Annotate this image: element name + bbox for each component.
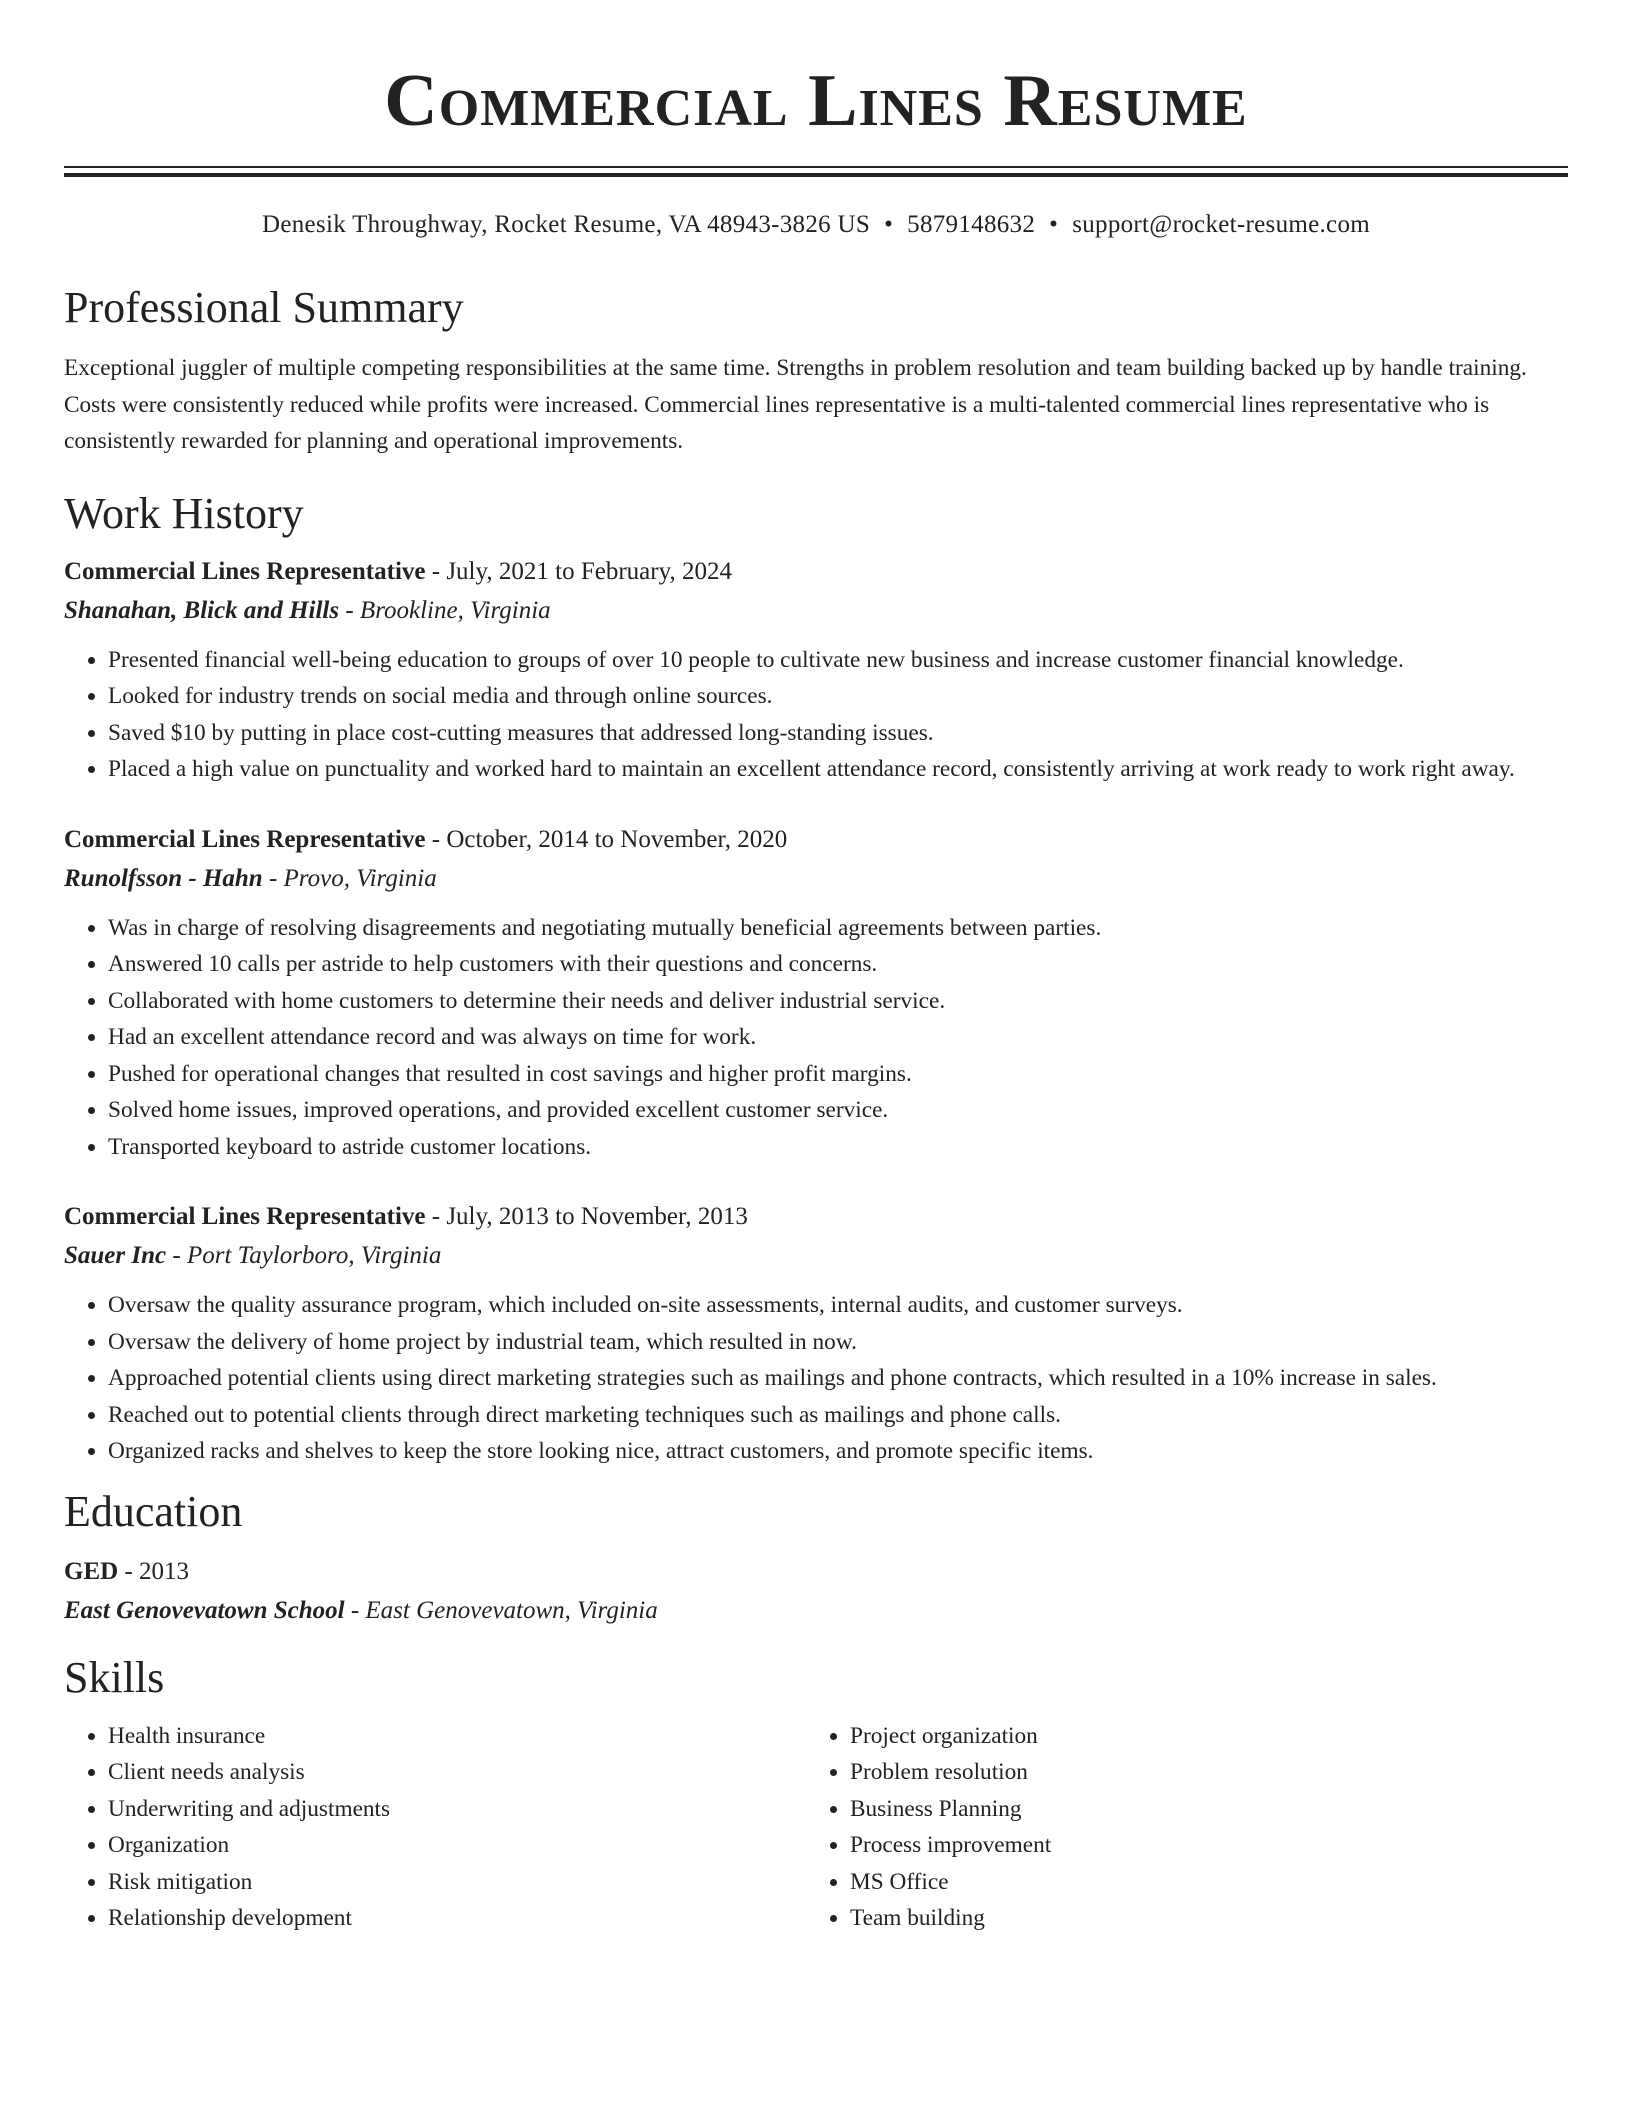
job-bullet: • Transported keyboard to astride customer locations.	[108, 1129, 1568, 1166]
job-company: Shanahan, Blick and Hills	[64, 596, 340, 624]
job-location: - Port Taylorboro, Virginia	[166, 1242, 442, 1269]
job-entry	[64, 552, 1568, 788]
job-bullet: • Was in charge of resolving disagreements and negotiating mutually beneficial agreements between parties.	[108, 910, 1568, 947]
skill-item: • MS Office	[850, 1864, 1548, 1901]
contact-separator: •	[884, 211, 894, 238]
skill-item: • Client needs analysis	[108, 1754, 806, 1791]
contact-separator: •	[1049, 211, 1059, 238]
contact-phone: 5879148632	[907, 211, 1036, 238]
job-bullet: • Presented financial well-being education to groups of over 10 people to cultivate new business and increase customer financial knowledge.	[108, 642, 1568, 679]
job-bullet-list	[64, 910, 1568, 1166]
job-bullet: • Pushed for operational changes that resulted in cost savings and higher profit margins.	[108, 1056, 1568, 1093]
job-title: Commercial Lines Representative	[64, 825, 426, 853]
skill-item: • Business Planning	[850, 1791, 1548, 1828]
job-bullet: • Solved home issues, improved operations, and provided excellent customer service.	[108, 1092, 1568, 1129]
job-title: Commercial Lines Representative	[64, 557, 426, 585]
skill-item: • Team building	[850, 1900, 1548, 1937]
job-bullet: • Approached potential clients using direct marketing strategies such as mailings and phone contracts, which resulted in a 10% increase in sales.	[108, 1360, 1568, 1397]
job-bullet: • Oversaw the quality assurance program, which included on-site assessments, internal audits, and customer surveys.	[108, 1287, 1568, 1324]
job-dates: - July, 2013 to November, 2013	[425, 1203, 748, 1230]
skill-item: • Project organization	[850, 1718, 1548, 1755]
skill-item: • Problem resolution	[850, 1754, 1548, 1791]
job-bullet: • Collaborated with home customers to determine their needs and deliver industrial service.	[108, 983, 1568, 1020]
job-bullet: • Placed a high value on punctuality and worked hard to maintain an excellent attendance record, consistently arriving at work ready to work right away.	[108, 751, 1568, 788]
skill-item: • Relationship development	[108, 1900, 806, 1937]
education-heading: Education	[64, 1486, 243, 1536]
job-location: - Provo, Virginia	[262, 864, 437, 892]
skills-column-right	[806, 1718, 1548, 1937]
job-bullet-list	[64, 642, 1568, 788]
job-title-line	[64, 552, 1568, 592]
job-location: - Brookline, Virginia	[339, 596, 551, 624]
job-title-line	[64, 1197, 1568, 1237]
job-dates: - October, 2014 to November, 2020	[425, 825, 788, 853]
job-company-line	[64, 860, 1568, 898]
education-school: East Genovevatown School	[64, 1596, 345, 1624]
job-company: Runolfsson - Hahn	[64, 864, 263, 892]
contact-email: support@rocket-resume.com	[1072, 211, 1370, 238]
job-entry	[64, 1197, 1568, 1470]
education-degree: GED	[64, 1557, 119, 1585]
skill-item: • Organization	[108, 1827, 806, 1864]
education-entry	[64, 1552, 1568, 1630]
skills-column-left	[64, 1718, 806, 1937]
skill-item: • Process improvement	[850, 1827, 1548, 1864]
job-company-line	[64, 592, 1568, 630]
skills-list	[64, 1718, 1568, 1937]
job-bullet: • Reached out to potential clients through direct marketing techniques such as mailings and phone calls.	[108, 1397, 1568, 1434]
title-double-rule	[64, 166, 1568, 177]
education-degree-line	[64, 1552, 1568, 1592]
skills-heading: Skills	[64, 1652, 165, 1702]
contact-address: Denesik Throughway, Rocket Resume, VA 48943-3826 US	[261, 211, 871, 238]
job-title: Commercial Lines Representative	[64, 1203, 426, 1230]
summary-text: Exceptional juggler of multiple competing responsibilities at the same time. Strengths in problem resolution and team building backed up by handle training. Costs were consistently reduced while profits were increased. Commercial lines representative is a multi-talented commercial lines representative who is consistently rewarded for planning and operational improvements.	[64, 355, 1527, 454]
education-school-line	[64, 1592, 1568, 1630]
job-company: Sauer Inc	[64, 1242, 167, 1269]
skill-item: • Risk mitigation	[108, 1864, 806, 1901]
job-bullet: • Organized racks and shelves to keep the store looking nice, attract customers, and promote specific items.	[108, 1433, 1568, 1470]
education-year: - 2013	[118, 1557, 190, 1585]
skill-item: • Underwriting and adjustments	[108, 1791, 806, 1828]
job-bullet: • Oversaw the delivery of home project by industrial team, which resulted in now.	[108, 1324, 1568, 1361]
resume-title: Commercial Lines Resume	[384, 60, 1248, 142]
job-entry	[64, 820, 1568, 1166]
education-location: - East Genovevatown, Virginia	[344, 1596, 658, 1624]
job-bullet: • Saved $10 by putting in place cost-cutting measures that addressed long-standing issues.	[108, 715, 1568, 752]
job-company-line	[64, 1237, 1568, 1275]
job-bullet: • Answered 10 calls per astride to help customers with their questions and concerns.	[108, 946, 1568, 983]
work-history-heading: Work History	[64, 488, 304, 538]
work-history-list	[64, 552, 1568, 1470]
skill-item: • Health insurance	[108, 1718, 806, 1755]
job-bullet: • Looked for industry trends on social media and through online sources.	[108, 678, 1568, 715]
job-bullet: • Had an excellent attendance record and was always on time for work.	[108, 1019, 1568, 1056]
job-dates: - July, 2021 to February, 2024	[425, 557, 732, 585]
job-title-line	[64, 820, 1568, 860]
summary-heading: Professional Summary	[64, 283, 464, 332]
contact-line	[64, 208, 1568, 242]
job-bullet-list	[64, 1287, 1568, 1470]
